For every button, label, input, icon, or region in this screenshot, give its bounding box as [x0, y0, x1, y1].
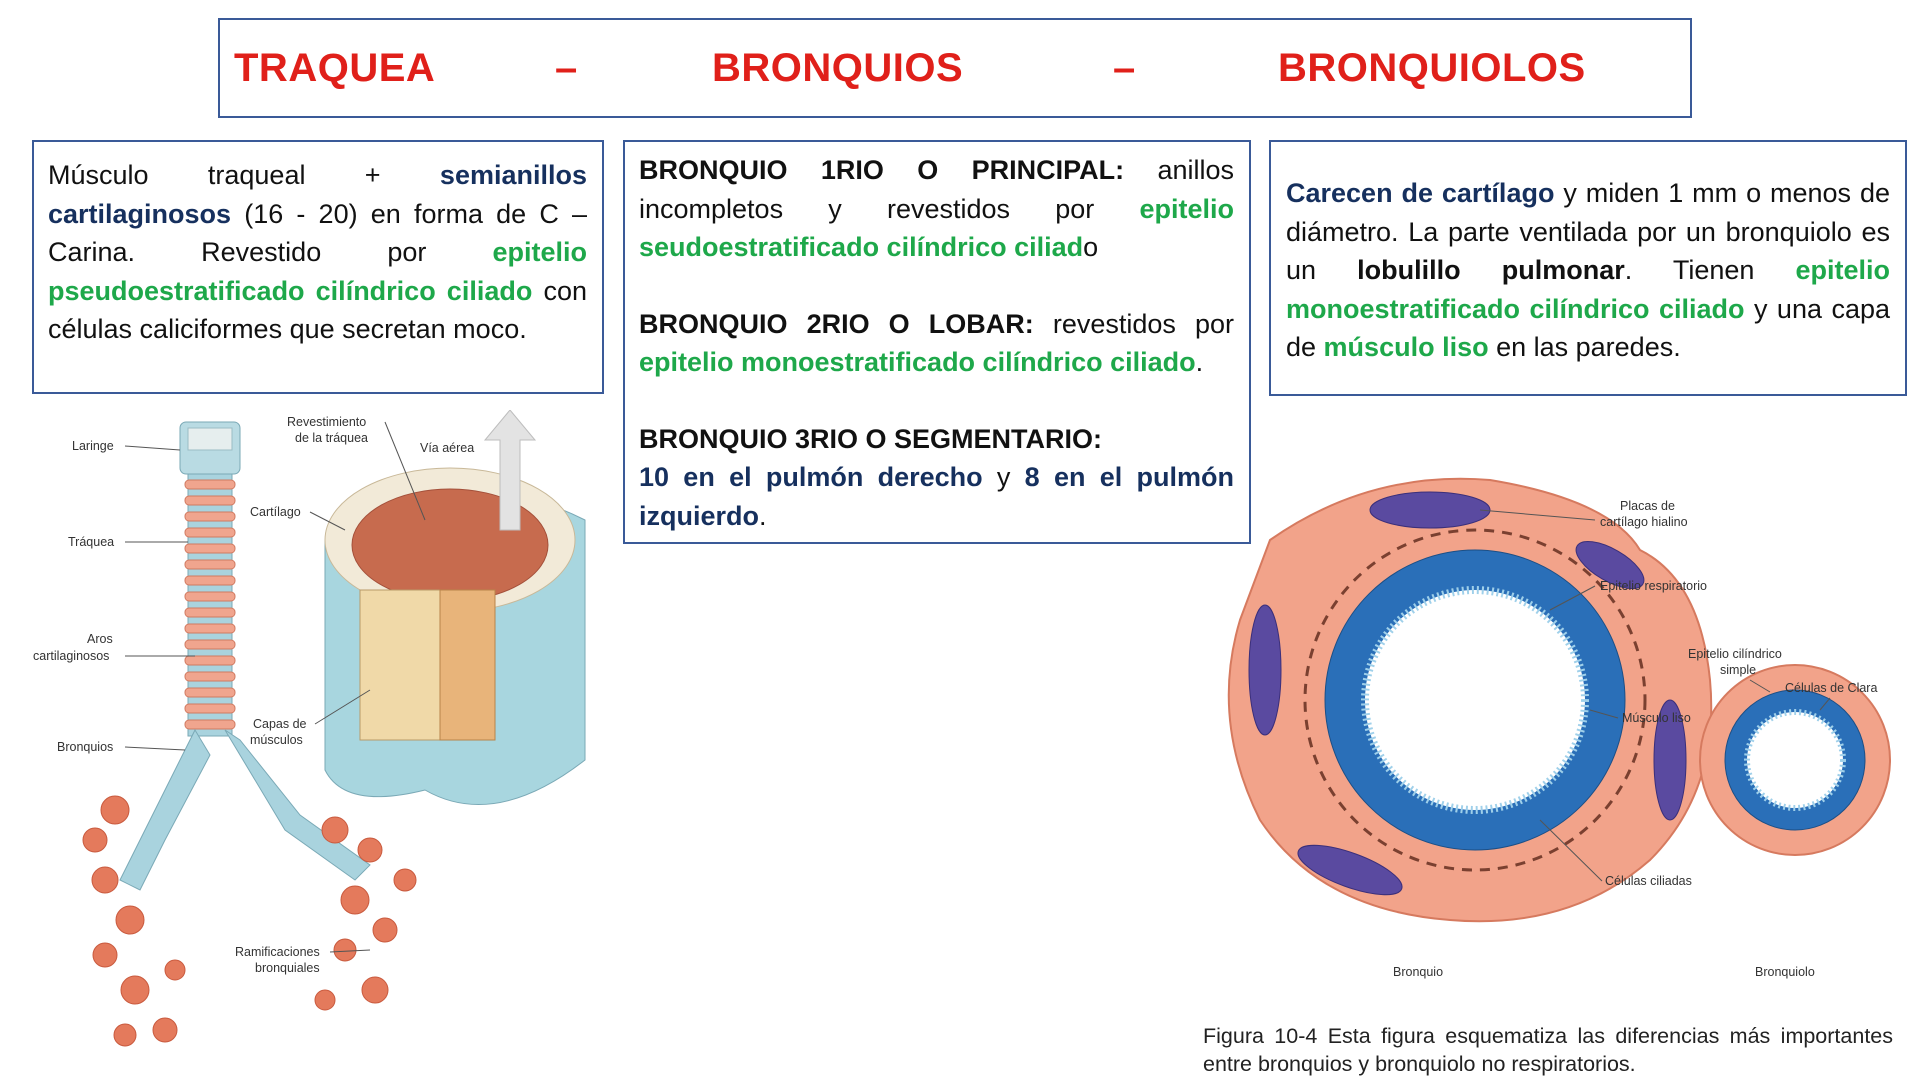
box1-text-5: con células caliciformes que secretan moco.	[48, 275, 587, 344]
svg-text:músculos: músculos	[250, 733, 303, 747]
box3-text-8: en las paredes.	[1488, 332, 1681, 362]
bronquio-3rio-derecho: 10 en el pulmón derecho	[639, 462, 983, 492]
bronquiolos-text-box	[1269, 140, 1907, 396]
figure-caption: Figura 10-4 Esta figura esquematiza las diferencias más importantes entre bronquios y bronquiolo no respiratorios.	[1203, 1024, 1893, 1076]
title-dash-1: –	[555, 45, 578, 90]
box1-text-1: Músculo traqueal +	[48, 160, 440, 190]
cartilage-ring	[185, 528, 235, 537]
cartilage-ring	[185, 640, 235, 649]
title-box	[218, 18, 1692, 118]
bronchiole-lumen	[1747, 712, 1843, 808]
svg-text:cartilaginosos: cartilaginosos	[33, 649, 110, 663]
bronquio-2rio-end: .	[1195, 347, 1204, 377]
svg-text:Células de Clara: Células de Clara	[1785, 681, 1878, 695]
svg-text:Vía aérea: Vía aérea	[420, 441, 475, 455]
box3-text-2: y miden 1 mm o menos de diámetro. La parte ventilada por un bronquiolo es un	[1286, 178, 1890, 285]
bronquio-1rio-heading: BRONQUIO 1RIO O PRINCIPAL:	[639, 155, 1125, 185]
svg-text:Aros: Aros	[87, 632, 113, 646]
box3-carecen: Carecen de cartílago	[1286, 178, 1555, 208]
cartilage-ring	[185, 576, 235, 585]
bronquio-1rio-epitelio: epitelio seudoestratificado cilíndrico ciliad	[639, 193, 1234, 262]
cartilage-ring	[185, 592, 235, 601]
cartilage-ring	[185, 672, 235, 681]
bronquio-principal-paragraph	[639, 151, 1234, 267]
svg-text:Placas de: Placas de	[1620, 499, 1675, 513]
svg-text:de la tráquea: de la tráquea	[295, 431, 368, 445]
cartilage-ring	[185, 496, 235, 505]
svg-text:Bronquiolo: Bronquiolo	[1755, 965, 1815, 979]
bronquio-3rio-y: y	[982, 462, 1025, 492]
cartilage-ring	[185, 688, 235, 697]
box1-epitelio: epitelio pseudoestratificado cilíndrico ciliado	[48, 237, 587, 306]
bronquio-1rio-text: anillos incompletos y revestidos por	[639, 155, 1234, 224]
cartilage-ring	[185, 720, 235, 729]
bronquio-3rio-heading: BRONQUIO 3RIO O SEGMENTARIO:	[639, 423, 1103, 454]
cartilage-ring	[185, 560, 235, 569]
svg-text:Epitelio cilíndrico: Epitelio cilíndrico	[1688, 647, 1782, 661]
bronchus-lumen	[1365, 590, 1585, 810]
bronquio-3rio-end: .	[759, 500, 767, 531]
box3-musculo: músculo liso	[1323, 332, 1489, 362]
box3-lobulillo: lobulillo pulmonar	[1357, 255, 1625, 285]
title-dash-2: –	[1113, 45, 1136, 90]
bronquio-lobar-paragraph	[639, 305, 1234, 382]
svg-text:Revestimiento: Revestimiento	[287, 415, 367, 429]
title-traquea: TRAQUEA	[234, 45, 436, 90]
svg-text:Bronquio: Bronquio	[1393, 965, 1444, 979]
svg-text:Laringe: Laringe	[72, 439, 114, 453]
cartilage-ring	[185, 544, 235, 553]
bronquios-text-box	[623, 140, 1251, 544]
left-bronchus	[120, 730, 210, 890]
bronquio-2rio-text: revestidos por	[1033, 308, 1234, 339]
cartilage-ring	[185, 624, 235, 633]
svg-text:simple: simple	[1720, 663, 1757, 677]
box3-text-4: . Tienen	[1624, 255, 1796, 285]
muscle-layers	[360, 590, 440, 740]
svg-text:cartílago hialino: cartílago hialino	[1600, 515, 1688, 529]
svg-text:Células ciliadas: Células ciliadas	[1605, 874, 1692, 888]
svg-text:bronquiales: bronquiales	[255, 961, 320, 975]
bronchial-branches	[83, 796, 416, 1046]
title-bronquiolos: BRONQUIOLOS	[1278, 45, 1586, 90]
title-bronquios: BRONQUIOS	[712, 45, 964, 90]
svg-text:Capas de: Capas de	[253, 717, 307, 731]
svg-text:Tráquea: Tráquea	[68, 535, 115, 549]
svg-text:Epitelio respiratorio: Epitelio respiratorio	[1600, 579, 1707, 593]
cartilage-ring	[185, 704, 235, 713]
cartilage-ring	[185, 608, 235, 617]
svg-text:Bronquios: Bronquios	[57, 740, 114, 754]
box1-semianillos: semianillos cartilaginosos	[48, 160, 587, 229]
bronquio-3rio-izquierdo: 8 en el pulmón izquierdo	[639, 462, 1234, 531]
box1-text-3: (16 - 20) en forma de C – Carina. Revestido por	[48, 198, 587, 267]
svg-text:Músculo liso: Músculo liso	[1622, 711, 1691, 725]
cartilage-ring	[185, 656, 235, 665]
bronquio-2rio-heading: BRONQUIO 2RIO O LOBAR:	[639, 308, 1034, 339]
trachea-illustration	[25, 410, 625, 1080]
box3-epitelio: epitelio monoestratificado cilíndrico ciliado	[1286, 255, 1890, 324]
bronquio-1rio-end: o	[1083, 232, 1099, 262]
svg-text:Cartílago: Cartílago	[250, 505, 301, 519]
bronquio-2rio-epitelio: epitelio monoestratificado cilíndrico ciliado	[639, 347, 1196, 377]
histology-illustration	[1210, 460, 1900, 990]
cartilage-ring	[185, 512, 235, 521]
box3-text-6: y una capa de	[1286, 293, 1890, 362]
cartilage-ring	[185, 480, 235, 489]
svg-text:Ramificaciones: Ramificaciones	[235, 945, 320, 959]
bronquio-segmentario-paragraph	[639, 420, 1234, 536]
traquea-text-box	[32, 140, 604, 394]
